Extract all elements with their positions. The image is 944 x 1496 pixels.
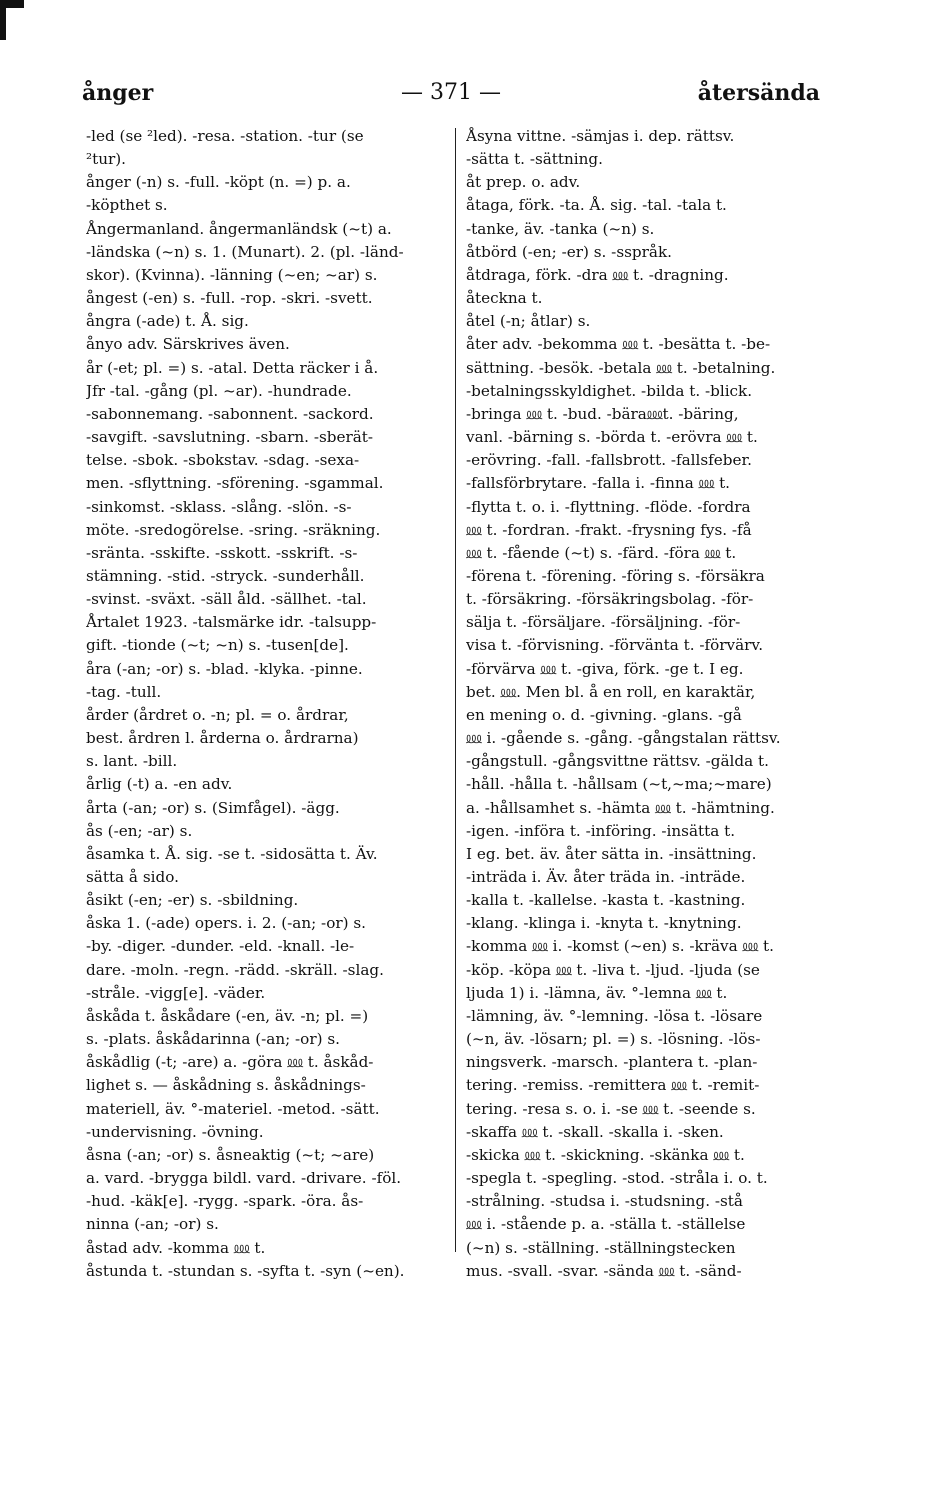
text-line: materiell, äv. °-materiel. -metod. -sätt. — [86, 1099, 380, 1118]
right-column — [466, 125, 828, 1283]
text-line: -sätta t. -sättning. — [466, 150, 603, 169]
column-divider — [455, 128, 456, 1252]
text-line: -tanke, äv. -tanka (~n) s. — [466, 219, 655, 238]
text-line: åskåda t. åskådare (-en, äv. -n; pl. =) — [86, 1006, 369, 1025]
text-line: tering. -remiss. -remittera ⅏ t. -remit- — [466, 1076, 760, 1095]
text-line: -fallsförbrytare. -falla i. -finna ⅏ t. — [466, 474, 731, 493]
text-line: -inträda i. Äv. åter träda in. -inträde. — [466, 868, 746, 886]
text-line: -kalla t. -kallelse. -kasta t. -kastning. — [466, 891, 746, 910]
text-line: -håll. -hålla t. -hållsam (~t,~ma;~mare) — [466, 775, 772, 794]
text-line: en mening o. d. -givning. -glans. -gå — [466, 705, 742, 724]
text-line: årta (-an; -or) s. (Simfågel). -ägg. — [86, 798, 340, 817]
text-line: årlig (-t) a. -en adv. — [86, 775, 233, 794]
text-line: -sabonnemang. -sabonnent. -sackord. — [86, 404, 374, 423]
text-line: I eg. bet. äv. åter sätta in. -insättning. — [466, 844, 757, 863]
text-line: åtbörd (-en; -er) s. -sspråk. — [466, 242, 672, 261]
text-line: s. lant. -bill. — [86, 752, 178, 771]
text-line: Årtalet 1923. -talsmärke idr. -talsupp- — [86, 613, 377, 632]
text-line: åt prep. o. adv. — [466, 173, 581, 192]
text-line: -sränta. -sskifte. -sskott. -sskrift. -s- — [86, 543, 358, 562]
text-line: -bringa ⅏ t. -bud. -bära⅏t. -bäring, — [466, 404, 739, 423]
text-line: åsna (-an; -or) s. åsneaktig (~t; ~are) — [86, 1145, 375, 1164]
text-line: åska 1. (-ade) opers. i. 2. (-an; -or) s. — [86, 914, 366, 933]
text-line: -igen. -införa t. -införing. -insätta t. — [466, 821, 736, 840]
header-first-word: ånger — [82, 80, 154, 106]
text-line: ⅏ i. -gående s. -gång. -gångstalan rättsv. — [466, 729, 781, 748]
text-line: -tag. -tull. — [86, 682, 162, 701]
text-line: Ångermanland. ångermanländsk (~t) a. — [86, 219, 392, 238]
text-line: mus. -svall. -svar. -sända ⅏ t. -sänd- — [466, 1261, 742, 1280]
text-line: år (-et; pl. =) s. -atal. Detta räcker i å. — [86, 358, 379, 377]
text-line: stämning. -stid. -stryck. -sunderhåll. — [86, 566, 365, 585]
text-line: gift. -tionde (~t; ~n) s. -tusen[de]. — [86, 636, 349, 655]
text-line: -betalningsskyldighet. -bilda t. -blick. — [466, 381, 753, 400]
text-line: åstad adv. -komma ⅏ t. — [86, 1238, 266, 1257]
header-last-word: återsända — [697, 80, 820, 106]
text-line: ångra (-ade) t. Å. sig. — [86, 312, 249, 331]
text-line: -ländska (~n) s. 1. (Munart). 2. (pl. -länd- — [86, 242, 404, 261]
text-line: ljuda 1) i. -lämna, äv. °-lemna ⅏ t. — [466, 983, 728, 1002]
text-line: åtel (-n; åtlar) s. — [466, 312, 591, 331]
text-line: -gångstull. -gångsvittne rättsv. -gälda t. — [466, 752, 769, 771]
text-line: sätta å sido. — [86, 868, 179, 886]
scan-corner-mark-vertical — [0, 0, 6, 40]
text-line: -by. -diger. -dunder. -eld. -knall. -le- — [86, 937, 355, 956]
text-line: bet. ⅏. Men bl. å en roll, en karaktär, — [466, 682, 756, 701]
left-column — [86, 125, 442, 1283]
text-line: -savgift. -savslutning. -sbarn. -sberät- — [86, 428, 373, 447]
text-line: Jfr -tal. -gång (pl. ~ar). -hundrade. — [86, 381, 352, 400]
text-line: visa t. -förvisning. -förvänta t. -förvärv. — [466, 636, 764, 655]
text-line: a. -hållsamhet s. -hämta ⅏ t. -hämtning. — [466, 798, 775, 817]
text-line: möte. -sredogörelse. -sring. -sräkning. — [86, 520, 381, 539]
text-line: -stråle. -vigg[e]. -väder. — [86, 983, 266, 1002]
text-line: åter adv. -bekomma ⅏ t. -besätta t. -be- — [466, 335, 771, 354]
text-line: åtaga, förk. -ta. Å. sig. -tal. -tala t. — [466, 196, 727, 215]
text-line: ånyo adv. Särskrives även. — [86, 335, 290, 354]
text-line: tering. -resa s. o. i. -se ⅏ t. -seende s. — [466, 1099, 756, 1118]
text-line: sälja t. -försäljare. -försäljning. -för- — [466, 613, 741, 632]
text-line: lighet s. — åskådning s. åskådnings- — [86, 1076, 366, 1095]
text-line: åra (-an; -or) s. -blad. -klyka. -pinne. — [86, 659, 363, 678]
text-line: ²tur). — [86, 150, 126, 169]
text-line: ånger (-n) s. -full. -köpt (n. =) p. a. — [86, 173, 351, 192]
text-line: -flytta t. o. i. -flyttning. -flöde. -fordra — [466, 497, 751, 516]
text-line: ningsverk. -marsch. -plantera t. -plan- — [466, 1053, 758, 1072]
text-line: a. vard. -brygga bildl. vard. -drivare. -föl. — [86, 1169, 402, 1188]
text-line: sättning. -besök. -betala ⅏ t. -betalning. — [466, 358, 776, 377]
page-header — [82, 80, 820, 114]
text-line: vanl. -bärning s. -börda t. -erövra ⅏ t. — [466, 428, 758, 447]
text-line: ⅏ t. -fordran. -frakt. -frysning fys. -få — [466, 520, 752, 539]
text-line: men. -sflyttning. -sförening. -sgammal. — [86, 474, 384, 493]
text-line: -köp. -köpa ⅏ t. -liva t. -ljud. -ljuda (se — [466, 960, 760, 979]
text-line: -erövring. -fall. -fallsbrott. -fallsfeber. — [466, 451, 752, 470]
text-line: åsikt (-en; -er) s. -sbildning. — [86, 891, 299, 910]
text-line: -skicka ⅏ t. -skickning. -skänka ⅏ t. — [466, 1145, 745, 1164]
text-line: (~n) s. -ställning. -ställningstecken — [466, 1238, 736, 1257]
text-line: -svinst. -sväxt. -säll åld. -sällhet. -tal. — [86, 590, 367, 609]
text-line: -undervisning. -övning. — [86, 1122, 264, 1141]
text-line: ⅏ i. -stående p. a. -ställa t. -ställelse — [466, 1215, 746, 1234]
text-line: ⅏ t. -fående (~t) s. -färd. -föra ⅏ t. — [466, 543, 737, 562]
text-line: -hud. -käk[e]. -rygg. -spark. -öra. ås- — [86, 1192, 364, 1211]
text-line: -förvärva ⅏ t. -giva, förk. -ge t. I eg. — [466, 659, 744, 678]
text-line: -köpthet s. — [86, 196, 168, 215]
text-line: -skaffa ⅏ t. -skall. -skalla i. -sken. — [466, 1122, 724, 1141]
text-line: åstunda t. -stundan s. -syfta t. -syn (~en). — [86, 1261, 405, 1280]
text-line: s. -plats. åskådarinna (-an; -or) s. — [86, 1030, 340, 1049]
text-line: ninna (-an; -or) s. — [86, 1215, 219, 1234]
text-line: -strålning. -studsa i. -studsning. -stå — [466, 1192, 743, 1211]
text-line: dare. -moln. -regn. -rädd. -skräll. -slag. — [86, 960, 384, 979]
text-line: -spegla t. -spegling. -stod. -stråla i. o. t. — [466, 1169, 768, 1188]
text-line: Åsyna vittne. -sämjas i. dep. rättsv. — [466, 127, 735, 145]
text-line: -klang. -klinga i. -knyta t. -knytning. — [466, 914, 742, 933]
text-line: -sinkomst. -sklass. -slång. -slön. -s- — [86, 497, 352, 516]
text-line: åsamka t. Å. sig. -se t. -sidosätta t. Äv. — [86, 844, 378, 863]
text-line: t. -försäkring. -försäkringsbolag. -för- — [466, 590, 754, 609]
text-line: årder (årdret o. -n; pl. = o. årdrar, — [86, 705, 349, 724]
text-line: ås (-en; -ar) s. — [86, 821, 193, 840]
text-line: åskådlig (-t; -are) a. -göra ⅏ t. åskåd- — [86, 1053, 374, 1072]
page-number: — 371 — — [401, 80, 501, 105]
text-line: telse. -sbok. -sbokstav. -sdag. -sexa- — [86, 451, 360, 470]
text-line: ångest (-en) s. -full. -rop. -skri. -svett. — [86, 289, 373, 308]
text-line: åtdraga, förk. -dra ⅏ t. -dragning. — [466, 265, 729, 284]
text-line: skor). (Kvinna). -länning (~en; ~ar) s. — [86, 265, 378, 284]
text-line: best. årdren l. årderna o. årdrarna) — [86, 729, 359, 748]
text-line: -komma ⅏ i. -komst (~en) s. -kräva ⅏ t. — [466, 937, 774, 956]
text-line: -lämning, äv. °-lemning. -lösa t. -lösare — [466, 1006, 763, 1025]
text-line: åteckna t. — [466, 289, 543, 308]
text-line: (~n, äv. -lösarn; pl. =) s. -lösning. -lös- — [466, 1030, 761, 1049]
text-line: -led (se ²led). -resa. -station. -tur (se — [86, 127, 364, 145]
text-line: -förena t. -förening. -föring s. -försäkra — [466, 566, 765, 585]
